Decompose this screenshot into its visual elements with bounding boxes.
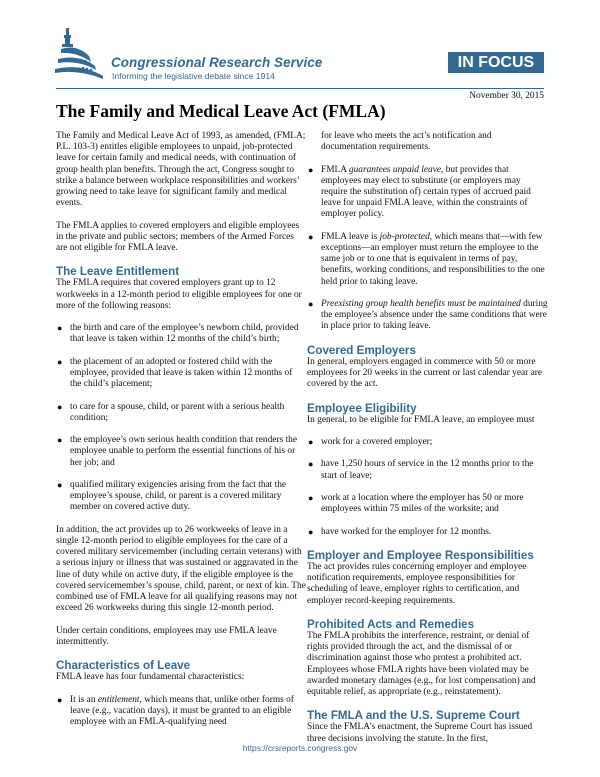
eligibility-intro: In general, to be eligible for FMLA leave, an employee must (307, 414, 535, 425)
header-divider (56, 88, 544, 89)
eligibility-requirements-list (307, 437, 549, 538)
org-tagline: Informing the legislative debate since 1914 (112, 71, 275, 81)
bullet-icon: ● (57, 694, 63, 705)
leave-entitlement-intro: The FMLA requires that covered employers grant up to 12 workweeks in a 12-month period to eligible employees for one or more of the following reasons: (56, 278, 302, 311)
list-item: ● FMLA leave is job-protected, which means that—with few exceptions—an employer must return the employee to the same job or to one that is equivalent in terms of pay, benefits, working conditions, and responsibilities to the one held prior to taking leave. (308, 231, 545, 287)
list-item: ● It is an entitlement, which means that, unlike other forms of leave (e.g., vacation days), it must be granted to an eligible employee with an FMLA-qualifying need (57, 694, 294, 727)
section-heading-leave-entitlement: The Leave Entitlement (56, 265, 180, 279)
org-name: Congressional Research Service (111, 55, 323, 70)
bullet-icon: ● (308, 526, 314, 537)
list-item: ● the birth and care of the employee’s newborn child, provided that leave is taken within 12 months of the child’s birth; (57, 323, 299, 345)
bullet-icon: ● (308, 299, 314, 309)
leave-reasons-list (56, 323, 306, 513)
bullet-icon: ● (57, 356, 63, 367)
list-item: ● FMLA guarantees unpaid leave, but provides that employees may elect to substitute (or employers may require the substitution of) certain types of accrued paid leave for unpaid FMLA leave, within the constraints of employer policy. (308, 164, 531, 220)
section-heading-responsibilities: Employer and Employee Responsibilities (307, 548, 534, 562)
list-item: ● work for a covered employer; (308, 436, 433, 447)
capitol-dome-logo-icon (55, 26, 107, 82)
list-item: ● Preexisting group health benefits must be maintained during the employee’s absence under the same conditions that were in place prior to taking leave. (308, 299, 548, 332)
in-focus-badge: IN FOCUS (448, 52, 544, 73)
bullet-icon: ● (57, 479, 63, 490)
footer-url-link[interactable]: https://crsreports.congress.gov (242, 743, 358, 753)
list-item: ● to care for a spouse, child, or parent with a serious health condition; (57, 401, 285, 423)
section-heading-characteristics: Characteristics of Leave (56, 659, 191, 673)
left-column (56, 131, 306, 739)
document-title: The Family and Medical Leave Act (FMLA) (56, 101, 386, 121)
bullet-icon: ● (308, 436, 314, 447)
responsibilities-body: The act provides rules concerning employer and employee notification requirements, employee responsibilities for scheduling of leave, employer rights to certification, and employer record-keeping requirements. (307, 561, 527, 606)
bullet-icon: ● (57, 435, 63, 446)
bullet-icon: ● (57, 401, 63, 412)
section-heading-supreme-court: The FMLA and the U.S. Supreme Court (307, 709, 520, 723)
list-item: ● have 1,250 hours of service in the 12 months prior to the start of leave; (308, 459, 534, 481)
bullet-icon: ● (308, 231, 314, 242)
section-heading-employee-eligibility: Employee Eligibility (307, 401, 417, 415)
characteristics-list (56, 695, 306, 729)
characteristics-list-continued (307, 165, 549, 333)
list-item: ● have worked for the employer for 12 months. (308, 526, 492, 537)
intermittent-leave-paragraph: Under certain conditions, employees may use FMLA leave intermittently. (56, 625, 277, 647)
prohibited-acts-body: The FMLA prohibits the interference, restraint, or denial of rights provided through the act, and the dismissal of or discrimination against those who protest a prohibited act. Employees whose FMLA rights have been violated may be awarded monetary damages (e.g., for lost compensation) and equitable relief, as appropriate (e.g., reinstatement). (307, 630, 536, 697)
list-item-continuation: for leave who meets the act’s notification and documentation requirements. (321, 131, 492, 153)
characteristics-intro: FMLA leave has four fundamental characteristics: (56, 672, 245, 683)
intro-paragraph: The Family and Medical Leave Act of 1993, as amended, (FMLA; P.L. 103-3) entitles eligible employees to unpaid, job-protected leave for certain family and medical needs, with continuation of group health plan benefits. Through the act, Congress sought to strike a balance between workplace responsibilities and workers’ growing need to take leave for significant family and medical events. (56, 131, 306, 209)
list-item: ● the placement of an adopted or fostered child with the employee, provided that leave is taken within 12 months of the child’s placement; (57, 356, 293, 390)
list-item: ● the employee’s own serious health condition that renders the employee unable to perform the essential functions of his or her job; and (57, 435, 298, 468)
bullet-icon: ● (308, 459, 314, 470)
right-column (307, 131, 549, 756)
publication-date: November 30, 2015 (469, 91, 544, 101)
supreme-court-body: Since the FMLA’s enactment, the Supreme Court has issued three decisions involving the statute. In the first, (307, 722, 533, 744)
list-item: ● qualified military exigencies arising from the fact that the employee’s spouse, child, or parent is a covered military member on covered active duty. (57, 479, 287, 513)
covered-employers-body: In general, employers engaged in commerce with 50 or more employees for 20 weeks in the current or last calendar year are covered by the act. (307, 356, 543, 390)
bullet-icon: ● (308, 492, 314, 503)
bullet-icon: ● (308, 164, 314, 175)
section-heading-covered-employers: Covered Employers (307, 343, 416, 357)
bullet-icon: ● (57, 323, 63, 334)
list-item: ● work at a location where the employer has 50 or more employees within 75 miles of the worksite; and (308, 492, 524, 515)
section-heading-prohibited-acts: Prohibited Acts and Remedies (307, 617, 475, 631)
page-header (0, 0, 600, 101)
military-caregiver-paragraph: In addition, the act provides up to 26 workweeks of leave in a single 12-month period to eligible employees for the care of a covered military servicemember (including certain veterans) with a serious injury or illness that was sustained or aggravated in the line of duty while on active duty, if the eligible employee is the covered servicemember’s spouse, child, parent, or next of kin. The combined use of FMLA leave for all qualifying reasons may not exceed 26 workweeks during this single 12-month period. (56, 524, 306, 614)
applicability-paragraph: The FMLA applies to covered employers and eligible employees in the private and public sectors; members of the Armed Forces are not eligible for FMLA leave. (56, 220, 300, 254)
